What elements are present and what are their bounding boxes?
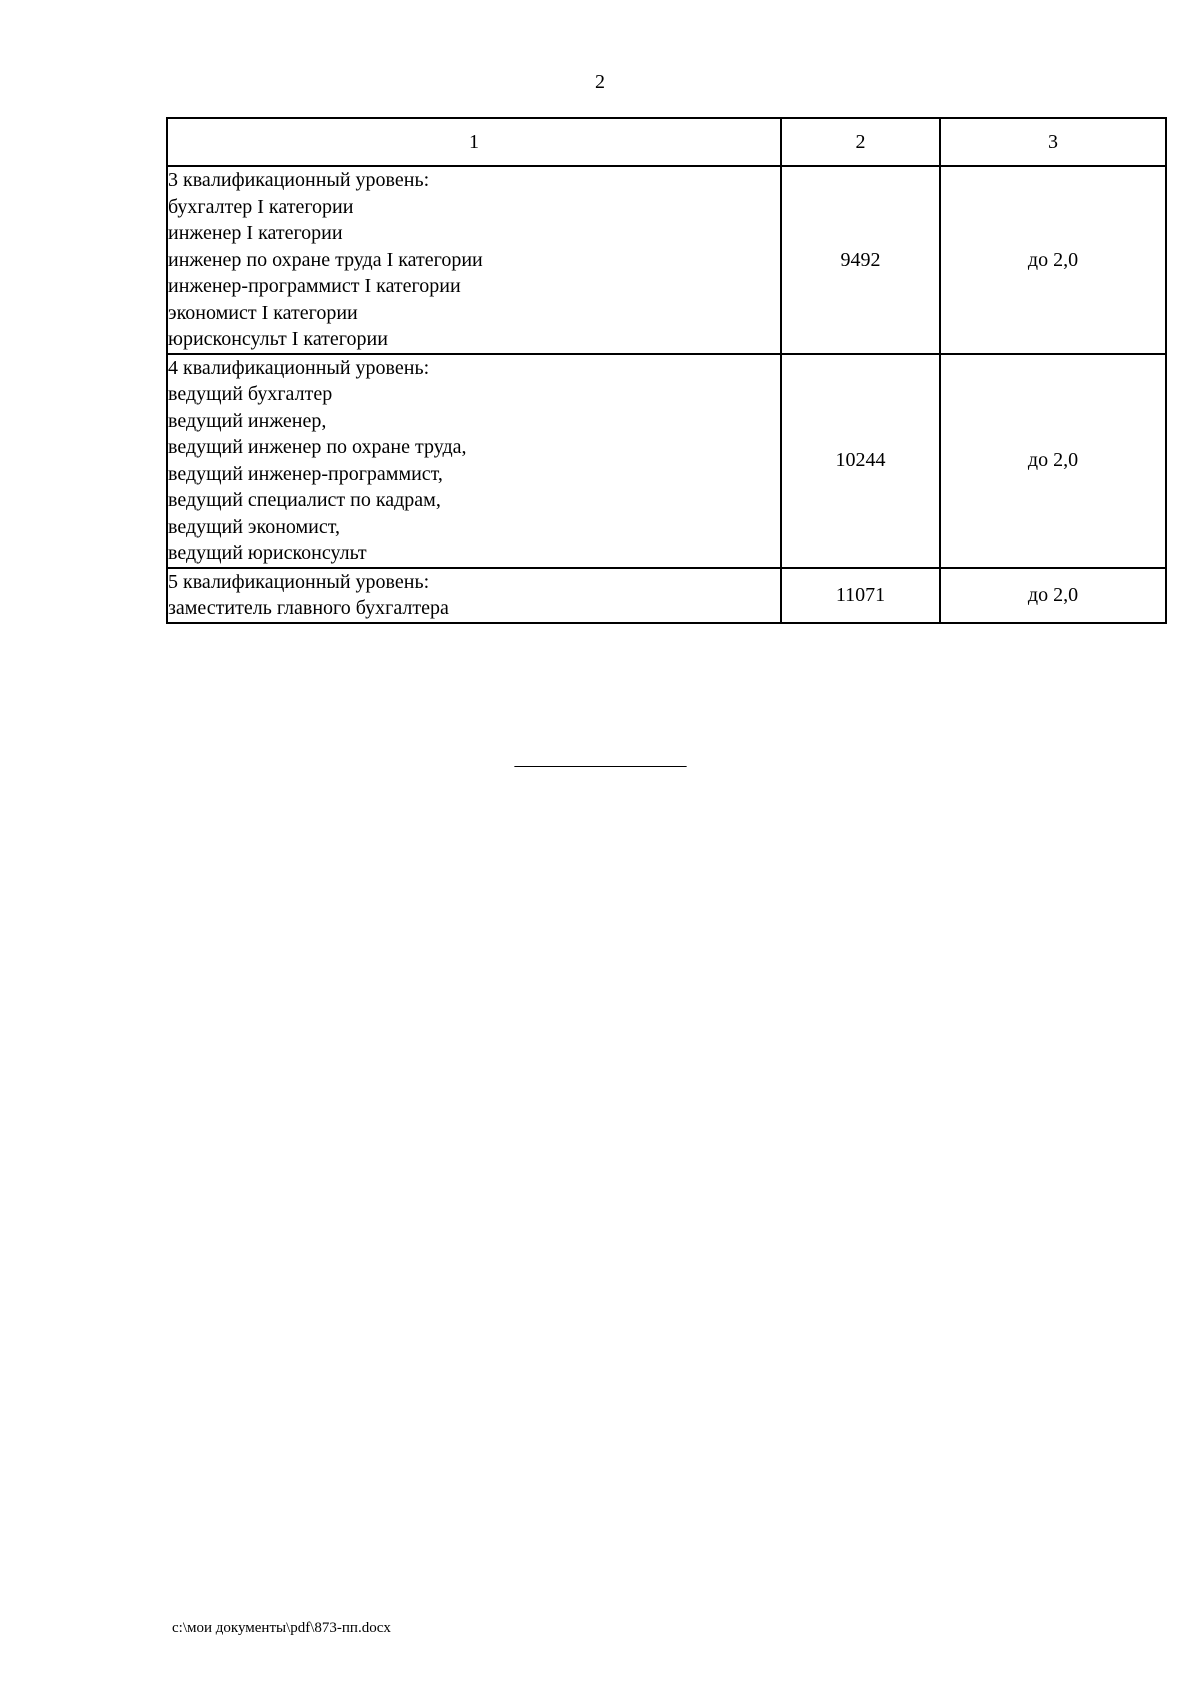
salary-cell: 11071: [781, 568, 940, 623]
coefficient-cell: до 2,0: [940, 354, 1166, 568]
position-item: ведущий инженер,: [168, 409, 327, 432]
column-header-1: 1: [167, 118, 781, 166]
position-item: ведущий бухгалтер: [168, 383, 333, 405]
column-header-2: 2: [781, 118, 940, 166]
footer-file-path: c:\мои документы\pdf\873-пп.docx: [172, 1620, 391, 1636]
position-item: ведущий юрисконсульт: [168, 542, 367, 564]
position-item: ведущий инженер по охране труда,: [168, 436, 467, 458]
qualification-level-cell: [167, 166, 781, 354]
coefficient-cell: до 2,0: [940, 568, 1166, 623]
position-item: инженер I категории: [168, 222, 343, 244]
level-heading: 5 квалификационный уровень:: [168, 570, 430, 593]
table-row: [167, 166, 1166, 354]
page-number: 2: [595, 71, 605, 93]
level-heading: 4 квалификационный уровень:: [168, 356, 430, 379]
qualification-level-cell: [167, 568, 781, 623]
position-item: ведущий инженер-программист,: [168, 462, 443, 485]
position-item: ведущий специалист по кадрам,: [168, 489, 441, 511]
end-of-document-line: —————————: [514, 754, 686, 776]
qualification-salary-table: [166, 117, 1167, 624]
position-item: юрисконсульт I категории: [168, 328, 388, 350]
salary-cell: 9492: [781, 166, 940, 354]
level-heading: 3 квалификационный уровень:: [168, 169, 430, 191]
table-row: [167, 568, 1166, 623]
position-item: заместитель главного бухгалтера: [168, 597, 449, 619]
position-item: бухгалтер I категории: [168, 195, 354, 218]
table-header-row: [167, 118, 1166, 166]
coefficient-cell: до 2,0: [940, 166, 1166, 354]
position-item: инженер по охране труда I категории: [168, 248, 483, 271]
position-item: ведущий экономист,: [168, 515, 341, 538]
table-row: [167, 354, 1166, 568]
salary-cell: 10244: [781, 354, 940, 568]
position-item: экономист I категории: [168, 301, 358, 324]
column-header-3: 3: [940, 118, 1166, 166]
qualification-level-cell: [167, 354, 781, 568]
position-item: инженер-программист I категории: [168, 275, 461, 297]
